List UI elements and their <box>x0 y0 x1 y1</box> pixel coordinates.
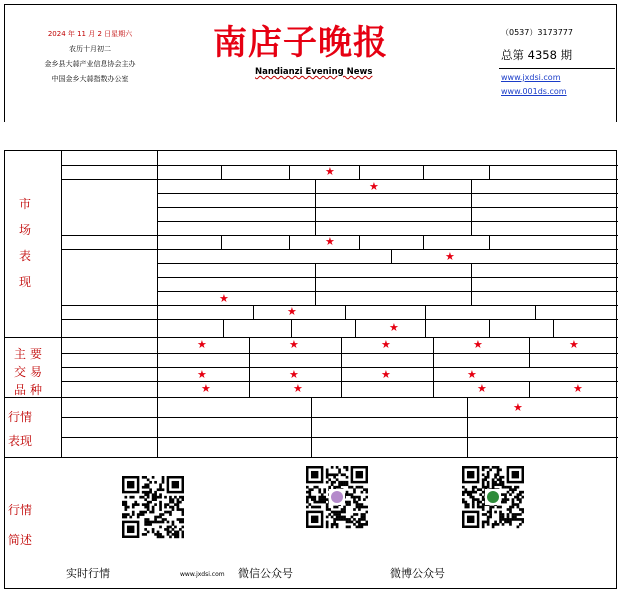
price-star: ★ <box>477 382 487 395</box>
masthead-header <box>4 4 617 122</box>
qr-label-weibo: 微博公众号 <box>390 567 445 580</box>
grid-line <box>61 381 618 382</box>
grid-line <box>157 235 158 249</box>
grid-line <box>471 263 472 305</box>
grid-line <box>5 337 618 338</box>
phone-number: （0537）3173777 <box>501 28 573 37</box>
qr-label-wechat: 微信公众号 <box>238 567 293 580</box>
price-star: ★ <box>289 368 299 381</box>
grid-line <box>289 235 290 249</box>
grid-line <box>157 277 618 278</box>
grid-line <box>489 319 490 337</box>
price-star: ★ <box>201 382 211 395</box>
price-star: ★ <box>293 382 303 395</box>
website-link-2[interactable]: www.001ds.com <box>501 87 567 96</box>
grid-line <box>157 381 158 397</box>
price-star: ★ <box>569 338 579 351</box>
section-varieties-label: 主要交易品种 <box>13 347 46 397</box>
grid-line <box>423 165 424 179</box>
grid-line <box>289 165 290 179</box>
grid-line <box>157 337 158 353</box>
grid-line <box>425 305 426 319</box>
qr-code-icon <box>122 476 184 554</box>
grid-line <box>359 235 360 249</box>
grid-line <box>157 165 158 179</box>
grid-line <box>355 319 356 337</box>
qr-label-realtime: 实时行情 <box>66 567 110 580</box>
grid-line <box>61 179 618 180</box>
grid-line <box>249 353 250 367</box>
trend-star: ★ <box>513 401 523 414</box>
grid-line <box>249 381 250 397</box>
grid-line <box>61 235 618 236</box>
section-comment <box>7 495 37 555</box>
grid-line <box>61 353 618 354</box>
qr-code-icon <box>462 466 524 544</box>
grid-line <box>249 337 250 353</box>
grid-line <box>221 165 222 179</box>
header-info <box>25 27 155 87</box>
grid-line <box>467 397 468 417</box>
grid-line <box>253 305 254 319</box>
grid-line <box>341 337 342 353</box>
co-organizer: 中国金乡大蒜指数办公室 <box>51 75 129 83</box>
grid-line <box>433 367 434 381</box>
section-market <box>13 191 37 295</box>
grid-line <box>61 165 62 179</box>
grid-line <box>157 207 618 208</box>
grid-line <box>61 235 62 249</box>
grid-line <box>61 165 618 166</box>
grid-line <box>529 381 530 397</box>
selected-star: ★ <box>325 165 335 178</box>
grid-line <box>433 353 434 367</box>
selected-star: ★ <box>445 250 455 263</box>
price-star: ★ <box>473 338 483 351</box>
grid-line <box>157 367 158 381</box>
qr-code-realtime[interactable] <box>122 476 184 554</box>
newspaper-title: 南店子晚报 <box>213 23 388 63</box>
grid-line <box>359 165 360 179</box>
price-star: ★ <box>381 338 391 351</box>
price-star: ★ <box>467 368 477 381</box>
section-comment-label: 行情简述 <box>7 503 32 547</box>
grid-line <box>311 417 312 437</box>
grid-line <box>157 151 158 165</box>
selected-star: ★ <box>287 305 297 318</box>
newspaper-title-en: Nandianzi Evening News <box>255 67 373 77</box>
grid-line <box>467 437 468 457</box>
grid-line <box>61 437 618 438</box>
section-varieties <box>7 345 53 399</box>
selected-star: ★ <box>219 292 229 305</box>
lunar-date: 农历十月初二 <box>69 45 111 53</box>
grid-line <box>157 319 158 337</box>
grid-line <box>61 249 618 250</box>
qr-code-wechat[interactable] <box>306 466 368 544</box>
grid-line <box>157 417 158 437</box>
grid-line <box>489 165 490 179</box>
price-star: ★ <box>381 368 391 381</box>
price-star: ★ <box>197 368 207 381</box>
website-link-1[interactable]: www.jxdsi.com <box>501 73 561 82</box>
price-star: ★ <box>289 338 299 351</box>
grid-line <box>311 437 312 457</box>
grid-line <box>391 249 392 263</box>
grid-line <box>315 263 316 305</box>
grid-line <box>157 221 618 222</box>
grid-line <box>61 319 618 320</box>
grid-line <box>467 417 468 437</box>
grid-line <box>157 437 158 457</box>
issue-number: 总第 4358 期 <box>501 48 573 62</box>
grid-line <box>221 235 222 249</box>
grid-line <box>529 353 530 367</box>
price-star: ★ <box>573 382 583 395</box>
grid-line <box>157 353 158 367</box>
grid-line <box>157 263 618 264</box>
section-trend <box>7 405 37 453</box>
grid-line <box>341 367 342 381</box>
section-trend-label: 行情表现 <box>7 410 32 448</box>
qr-code-icon <box>306 466 368 544</box>
grid-line <box>249 367 250 381</box>
grid-line <box>5 457 618 458</box>
grid-line <box>341 353 342 367</box>
grid-line <box>223 319 224 337</box>
grid-line <box>425 319 426 337</box>
grid-line <box>61 367 618 368</box>
grid-line <box>291 319 292 337</box>
qr-code-weibo[interactable] <box>462 466 524 544</box>
grid-line <box>157 193 618 194</box>
grid-line <box>535 305 536 319</box>
grid-line <box>341 381 342 397</box>
grid-line <box>311 397 312 417</box>
grid-line <box>423 235 424 249</box>
section-market-label: 市场表现 <box>18 197 31 289</box>
grid-line <box>61 151 62 457</box>
grid-line <box>553 319 554 337</box>
grid-line <box>61 417 618 418</box>
header-rule <box>499 68 615 69</box>
organizer: 金乡县大蒜产业信息协会主办 <box>44 60 136 68</box>
grid-line <box>345 305 346 319</box>
selected-star: ★ <box>325 235 335 248</box>
price-star: ★ <box>197 338 207 351</box>
qr-caption-realtime: www.jxdsi.com <box>180 571 225 578</box>
grid-line <box>157 397 158 417</box>
grid-line <box>433 337 434 353</box>
grid-line <box>529 337 530 353</box>
issue-date: 2024 年 11 月 2 日星期六 <box>47 30 133 38</box>
grid-line <box>489 235 490 249</box>
selected-star: ★ <box>369 180 379 193</box>
grid-line <box>433 381 434 397</box>
grid-line <box>157 305 158 319</box>
selected-star: ★ <box>389 321 399 334</box>
